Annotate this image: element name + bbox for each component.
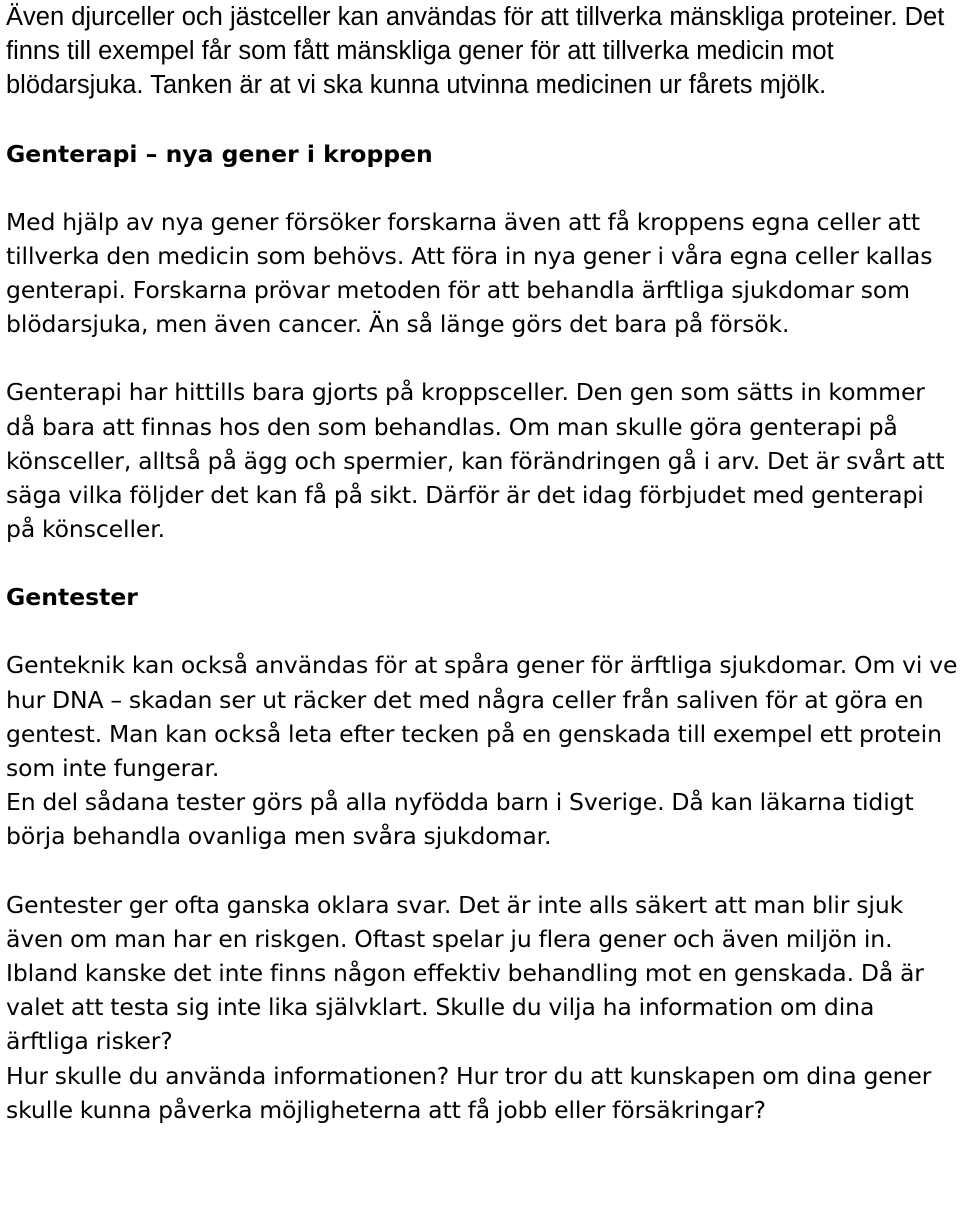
intro-paragraph: Även djurceller och jästceller kan användas för att tillverka mänskliga proteiner. Det finns till exempel får som fått mänskliga gener för att tillverka medicin mot blödarsjuka. Tanken är at vi ska kunna utvinna medicinen ur fårets mjölk.: [6, 3, 945, 100]
genterapi-paragraph-1: Med hjälp av nya gener försöker forskarna även att få kroppens egna celler att tillverka den medicin som behövs. Att föra in nya gener i våra egna celler kallas genterapi. Forskarna prövar metoden för att behandla ärftliga sjukdomar som blödarsjuka, men även cancer. Än så länge görs det bara på försök.: [6, 207, 933, 339]
section-heading-genterapi: Genterapi – nya gener i kroppen: [6, 139, 433, 168]
gentester-paragraph-1: Genteknik kan också användas för at spåra gener för ärftliga sjukdomar. Om vi ve hur DNA – skadan ser ut räcker det med några celler från saliven för at göra en gentest. Man kan också leta efter tecken på en genskada till exempel ett protein som inte fungerar.: [6, 651, 958, 783]
gentester-paragraph-2: En del sådana tester görs på alla nyfödda barn i Sverige. Då kan läkarna tidigt börja behandla ovanliga men svåra sjukdomar.: [6, 788, 914, 851]
gentester-paragraph-3: Gentester ger ofta ganska oklara svar. Det är inte alls säkert att man blir sjuk även om man har en riskgen. Oftast spelar ju flera gener och även miljön in. Ibland kanske det inte finns någon effektiv behandling mot en genskada. Då är valet att testa sig inte lika självklart. Skulle du vilja ha information om dina ärftliga risker?: [6, 890, 924, 1056]
genterapi-paragraph-2: Genterapi har hittills bara gjorts på kroppsceller. Den gen som sätts in kommer då bara att finnas hos den som behandlas. Om man skulle göra genterapi på könsceller, alltså på ägg och spermier, kan förändringen gå i arv. Det är svårt att säga vilka följder det kan få på sikt. Därför är det idag förbjudet med genterapi på könsceller.: [6, 378, 945, 544]
gentester-paragraph-4: Hur skulle du använda informationen? Hur tror du att kunskapen om dina gener skulle kunna påverka möjligheterna att få jobb eller försäkringar?: [6, 1061, 932, 1124]
document-page: [6, 0, 958, 1127]
section-heading-gentester: Gentester: [6, 583, 138, 612]
